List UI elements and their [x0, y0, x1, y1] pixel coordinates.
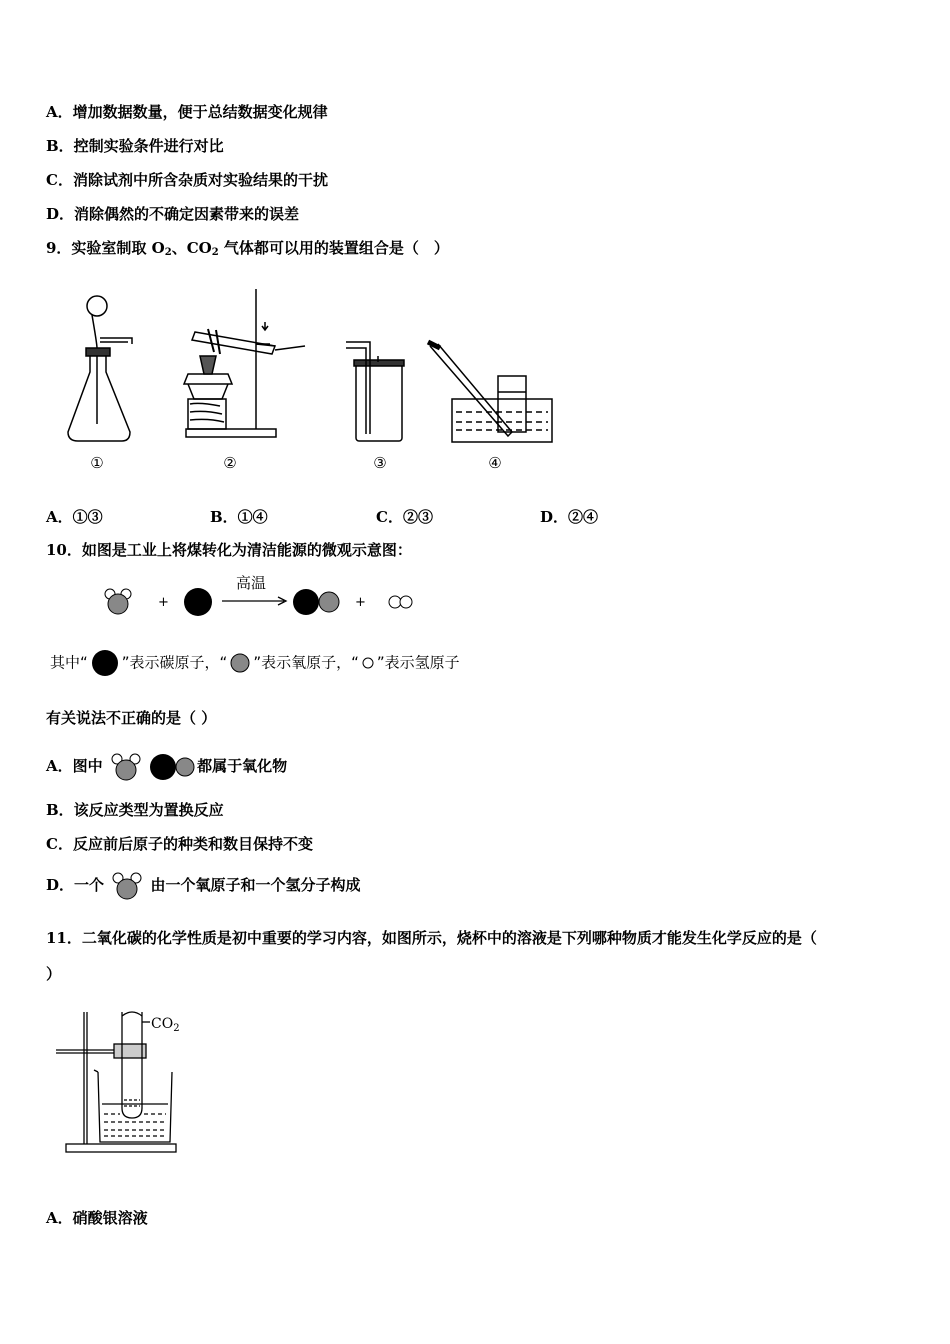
q9-option-b: B．①④ — [210, 508, 268, 526]
q8-option-b: B．控制实验条件进行对比 — [46, 137, 224, 155]
q9-option-d: D．②④ — [540, 508, 599, 526]
hydrogen-atom-legend-icon — [359, 654, 377, 672]
q9-option-a: A．①③ — [46, 508, 103, 526]
apparatus-2-heating-setup — [184, 289, 305, 437]
q8-option-c: C．消除试剂中所含杂质对实验结果的干扰 — [46, 171, 328, 189]
plus-sign-2: + — [355, 595, 366, 610]
carbon-monoxide-molecule-icon — [293, 589, 339, 615]
carbon-atom-legend-icon — [88, 650, 122, 676]
q9-apparatus-figure — [60, 284, 560, 476]
water-molecule-icon — [109, 871, 145, 901]
q11-option-a: A．硝酸银溶液 — [46, 1209, 148, 1227]
q11-stem: 11．二氧化碳的化学性质是初中重要的学习内容，如图所示，烧杯中的溶液是下列哪种物质才能发生化学反应的是（ — [46, 929, 817, 947]
water-molecule-icon — [105, 589, 131, 614]
q10-question: 有关说法不正确的是（ ） — [46, 709, 217, 727]
carbon-atom-icon — [184, 588, 212, 616]
apparatus-1-erlenmeyer-flask — [68, 296, 132, 441]
apparatus-3-gas-bottle — [346, 342, 404, 441]
q10-option-a: A．图中 都属于氧化物 — [46, 752, 287, 782]
q11-co2-apparatus-figure — [52, 1006, 192, 1156]
hydrogen-molecule-icon — [389, 596, 412, 608]
reaction-condition: 高温 — [236, 574, 267, 592]
oxygen-atom-legend-icon — [227, 652, 253, 674]
q10-legend: 其中“ ”表示碳原子，“ ”表示氧原子，“ ”表示氢原子 — [50, 650, 460, 676]
water-molecule-icon — [108, 752, 144, 782]
q10-option-d: D．一个 由一个氧原子和一个氢分子构成 — [46, 870, 361, 901]
carbon-monoxide-molecule-icon — [149, 752, 197, 782]
q9-option-c: C．②③ — [376, 508, 433, 526]
q11-stem-end: ） — [46, 965, 62, 983]
q10-option-c: C．反应前后原子的种类和数目保持不变 — [46, 835, 313, 853]
q10-option-b: B．该反应类型为置换反应 — [46, 801, 224, 819]
apparatus-label-1: ① — [90, 454, 104, 472]
q10-stem: 10．如图是工业上将煤转化为清洁能源的微观示意图： — [46, 541, 412, 559]
plus-sign-1: + — [158, 595, 169, 610]
apparatus-label-4: ④ — [488, 454, 502, 472]
q8-option-a: A．增加数据数量，便于总结数据变化规律 — [46, 103, 328, 121]
apparatus-label-2: ② — [223, 454, 237, 472]
apparatus-label-3: ③ — [373, 454, 387, 472]
q9-stem: 9．实验室制取 $O_2$、$CO_2$ 气体都可以用的装置组合是（ ） — [46, 239, 449, 258]
q10-reaction-diagram — [96, 574, 426, 624]
q8-option-d: D．消除偶然的不确定因素带来的误差 — [46, 205, 300, 223]
co2-label: $CO_2$ — [151, 1016, 180, 1034]
apparatus-4-water-trough — [428, 342, 552, 442]
